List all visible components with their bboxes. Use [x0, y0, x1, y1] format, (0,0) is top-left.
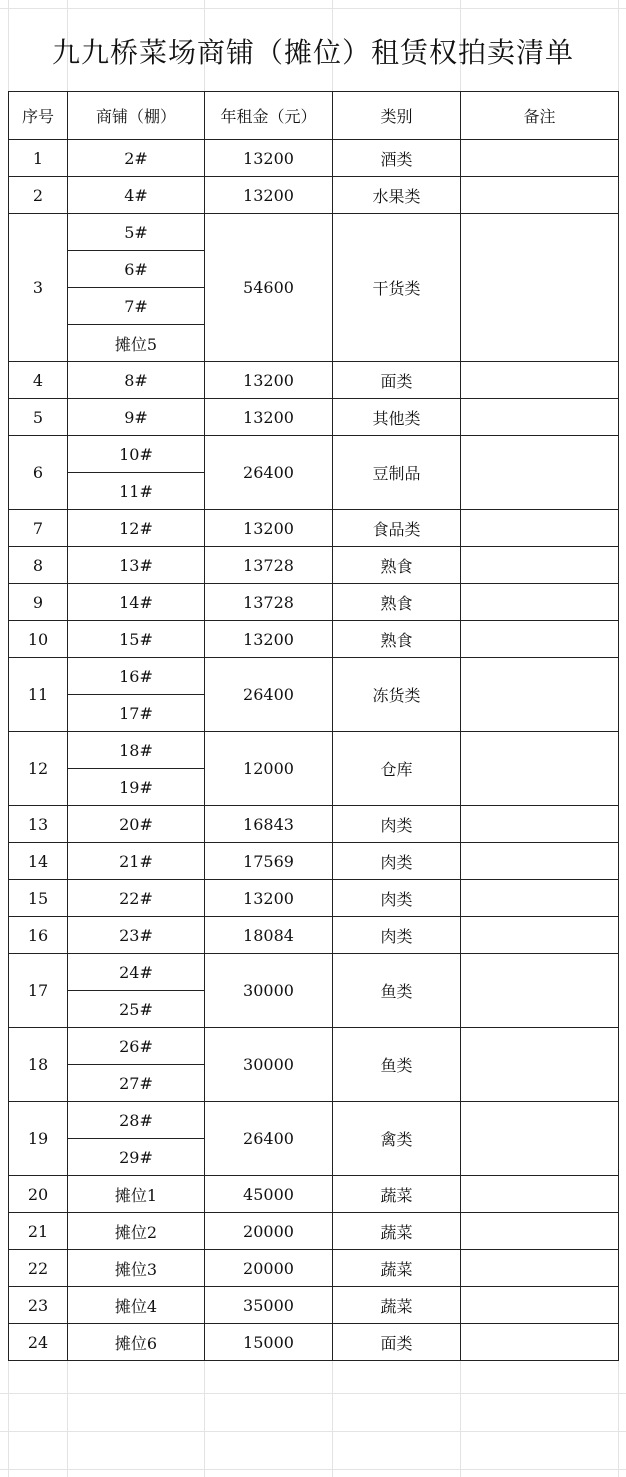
cell-remarks: [461, 1324, 619, 1361]
table-row: [9, 732, 619, 769]
cell-remarks: [461, 214, 619, 362]
cell-category: 酒类: [333, 140, 461, 177]
cell-serial-number: 15: [9, 880, 68, 917]
cell-stall: 25#: [68, 991, 205, 1028]
cell-annual-rent: 35000: [205, 1287, 333, 1324]
cell-stall: 16#: [68, 658, 205, 695]
cell-serial-number: 19: [9, 1102, 68, 1176]
cell-serial-number: 24: [9, 1324, 68, 1361]
cell-serial-number: 3: [9, 214, 68, 362]
cell-remarks: [461, 1213, 619, 1250]
cell-remarks: [461, 732, 619, 806]
cell-stall: 摊位4: [68, 1287, 205, 1324]
table-row: [9, 1213, 619, 1250]
cell-category: 熟食: [333, 547, 461, 584]
cell-annual-rent: 20000: [205, 1213, 333, 1250]
cell-annual-rent: 13200: [205, 362, 333, 399]
cell-serial-number: 20: [9, 1176, 68, 1213]
cell-annual-rent: 15000: [205, 1324, 333, 1361]
cell-stall: 24#: [68, 954, 205, 991]
cell-serial-number: 10: [9, 621, 68, 658]
cell-serial-number: 18: [9, 1028, 68, 1102]
cell-remarks: [461, 399, 619, 436]
gridline-horizontal: [0, 8, 626, 9]
cell-category: 面类: [333, 362, 461, 399]
table-row: [9, 1102, 619, 1139]
table-row: [9, 584, 619, 621]
cell-remarks: [461, 362, 619, 399]
cell-remarks: [461, 880, 619, 917]
cell-stall: 26#: [68, 1028, 205, 1065]
table-row: [9, 917, 619, 954]
cell-serial-number: 8: [9, 547, 68, 584]
cell-category: 冻货类: [333, 658, 461, 732]
cell-category: 干货类: [333, 214, 461, 362]
cell-serial-number: 9: [9, 584, 68, 621]
cell-category: 肉类: [333, 880, 461, 917]
cell-serial-number: 1: [9, 140, 68, 177]
cell-annual-rent: 13200: [205, 880, 333, 917]
cell-annual-rent: 26400: [205, 1102, 333, 1176]
cell-stall: 13#: [68, 547, 205, 584]
cell-stall: 6#: [68, 251, 205, 288]
cell-remarks: [461, 843, 619, 880]
cell-serial-number: 5: [9, 399, 68, 436]
table-row: [9, 806, 619, 843]
cell-annual-rent: 17569: [205, 843, 333, 880]
header-annual-rent: 年租金（元）: [205, 92, 333, 140]
header-stall: 商铺（棚）: [68, 92, 205, 140]
cell-stall: 摊位2: [68, 1213, 205, 1250]
cell-stall: 4#: [68, 177, 205, 214]
gridline-horizontal: [0, 1393, 626, 1394]
cell-remarks: [461, 140, 619, 177]
cell-stall: 摊位3: [68, 1250, 205, 1287]
table-row: [9, 1250, 619, 1287]
cell-annual-rent: 30000: [205, 954, 333, 1028]
cell-category: 豆制品: [333, 436, 461, 510]
cell-stall: 11#: [68, 473, 205, 510]
cell-stall: 18#: [68, 732, 205, 769]
table-header-row: [9, 92, 619, 140]
cell-category: 熟食: [333, 621, 461, 658]
cell-category: 蔬菜: [333, 1287, 461, 1324]
table-row: [9, 177, 619, 214]
table-row: [9, 510, 619, 547]
cell-category: 面类: [333, 1324, 461, 1361]
cell-stall: 摊位6: [68, 1324, 205, 1361]
cell-remarks: [461, 436, 619, 510]
cell-annual-rent: 30000: [205, 1028, 333, 1102]
cell-stall: 20#: [68, 806, 205, 843]
cell-remarks: [461, 1176, 619, 1213]
table-row: [9, 399, 619, 436]
cell-serial-number: 14: [9, 843, 68, 880]
cell-category: 食品类: [333, 510, 461, 547]
cell-remarks: [461, 584, 619, 621]
cell-category: 鱼类: [333, 1028, 461, 1102]
table-row: [9, 214, 619, 251]
cell-serial-number: 21: [9, 1213, 68, 1250]
table-row: [9, 1287, 619, 1324]
cell-annual-rent: 26400: [205, 436, 333, 510]
cell-stall: 19#: [68, 769, 205, 806]
cell-category: 禽类: [333, 1102, 461, 1176]
cell-annual-rent: 54600: [205, 214, 333, 362]
cell-serial-number: 23: [9, 1287, 68, 1324]
cell-serial-number: 7: [9, 510, 68, 547]
table-row: [9, 1028, 619, 1065]
table-row: [9, 1324, 619, 1361]
header-category: 类别: [333, 92, 461, 140]
cell-stall: 15#: [68, 621, 205, 658]
cell-category: 熟食: [333, 584, 461, 621]
cell-category: 仓库: [333, 732, 461, 806]
cell-remarks: [461, 806, 619, 843]
cell-category: 蔬菜: [333, 1176, 461, 1213]
table-row: [9, 547, 619, 584]
header-remarks: 备注: [461, 92, 619, 140]
table-row: [9, 436, 619, 473]
cell-remarks: [461, 917, 619, 954]
cell-serial-number: 6: [9, 436, 68, 510]
page-title: 九九桥菜场商铺（摊位）租赁权拍卖清单: [51, 36, 574, 69]
cell-annual-rent: 13200: [205, 140, 333, 177]
cell-serial-number: 4: [9, 362, 68, 399]
cell-stall: 28#: [68, 1102, 205, 1139]
cell-category: 肉类: [333, 917, 461, 954]
cell-remarks: [461, 177, 619, 214]
cell-serial-number: 22: [9, 1250, 68, 1287]
cell-remarks: [461, 1250, 619, 1287]
cell-stall: 29#: [68, 1139, 205, 1176]
cell-stall: 22#: [68, 880, 205, 917]
cell-annual-rent: 20000: [205, 1250, 333, 1287]
cell-category: 水果类: [333, 177, 461, 214]
table-row: [9, 843, 619, 880]
cell-category: 肉类: [333, 806, 461, 843]
rental-auction-table: [8, 91, 619, 1361]
cell-annual-rent: 18084: [205, 917, 333, 954]
table-row: [9, 140, 619, 177]
cell-annual-rent: 13728: [205, 547, 333, 584]
cell-category: 蔬菜: [333, 1250, 461, 1287]
cell-category: 鱼类: [333, 954, 461, 1028]
gridline-horizontal: [0, 1469, 626, 1470]
header-serial-number: 序号: [9, 92, 68, 140]
cell-remarks: [461, 658, 619, 732]
cell-category: 肉类: [333, 843, 461, 880]
cell-remarks: [461, 547, 619, 584]
cell-serial-number: 13: [9, 806, 68, 843]
cell-stall: 10#: [68, 436, 205, 473]
cell-annual-rent: 26400: [205, 658, 333, 732]
cell-remarks: [461, 954, 619, 1028]
cell-stall: 14#: [68, 584, 205, 621]
cell-remarks: [461, 1028, 619, 1102]
cell-stall: 27#: [68, 1065, 205, 1102]
cell-remarks: [461, 621, 619, 658]
table-row: [9, 954, 619, 991]
cell-stall: 5#: [68, 214, 205, 251]
cell-remarks: [461, 1287, 619, 1324]
gridline-horizontal: [0, 1431, 626, 1432]
cell-annual-rent: 13200: [205, 510, 333, 547]
cell-category: 蔬菜: [333, 1213, 461, 1250]
cell-stall: 摊位5: [68, 325, 205, 362]
table-row: [9, 880, 619, 917]
table-row: [9, 1176, 619, 1213]
cell-stall: 摊位1: [68, 1176, 205, 1213]
cell-stall: 23#: [68, 917, 205, 954]
cell-stall: 21#: [68, 843, 205, 880]
table-row: [9, 621, 619, 658]
cell-serial-number: 2: [9, 177, 68, 214]
cell-stall: 8#: [68, 362, 205, 399]
cell-stall: 2#: [68, 140, 205, 177]
table-row: [9, 658, 619, 695]
cell-serial-number: 11: [9, 658, 68, 732]
cell-category: 其他类: [333, 399, 461, 436]
cell-annual-rent: 12000: [205, 732, 333, 806]
cell-stall: 7#: [68, 288, 205, 325]
table-row: [9, 362, 619, 399]
cell-stall: 12#: [68, 510, 205, 547]
cell-stall: 17#: [68, 695, 205, 732]
cell-remarks: [461, 1102, 619, 1176]
cell-serial-number: 17: [9, 954, 68, 1028]
cell-annual-rent: 13200: [205, 399, 333, 436]
cell-annual-rent: 13728: [205, 584, 333, 621]
cell-remarks: [461, 510, 619, 547]
cell-serial-number: 12: [9, 732, 68, 806]
cell-annual-rent: 16843: [205, 806, 333, 843]
cell-serial-number: 16: [9, 917, 68, 954]
cell-annual-rent: 45000: [205, 1176, 333, 1213]
cell-annual-rent: 13200: [205, 177, 333, 214]
cell-stall: 9#: [68, 399, 205, 436]
cell-annual-rent: 13200: [205, 621, 333, 658]
